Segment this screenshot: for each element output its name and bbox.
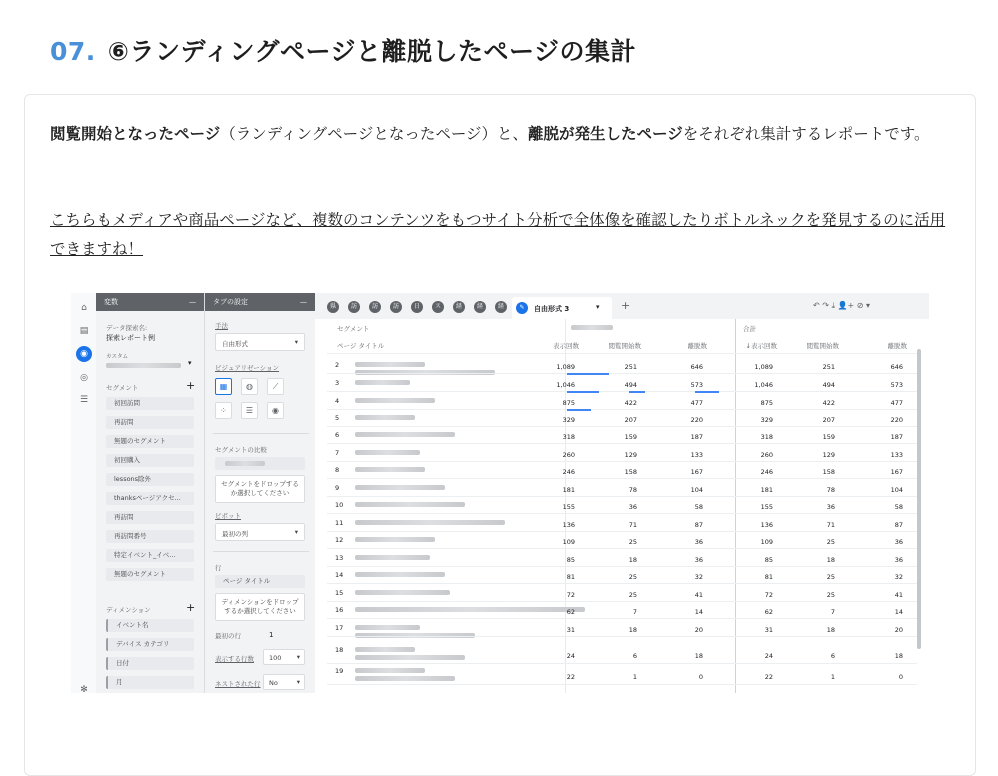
page-title-blur: [355, 520, 505, 525]
table-cell: 573: [690, 381, 703, 389]
viz-label: ビジュアリゼーション: [215, 364, 280, 372]
row-divider: [327, 566, 917, 567]
text-landing-note: （ランディングページとなったページ）と、: [220, 125, 529, 143]
table-cell: 7: [830, 608, 835, 616]
table-cell: 41: [694, 591, 703, 599]
row-divider: [327, 548, 917, 549]
row-number: 2: [335, 361, 340, 369]
page-title-blur: [355, 572, 445, 577]
page-title-blur: [355, 668, 425, 673]
table-cell: 136: [562, 521, 575, 529]
segment-compare-chip[interactable]: [215, 457, 305, 470]
row-number: 5: [335, 414, 340, 422]
table-cell: 1,089: [754, 363, 773, 371]
table-cell: 875: [760, 399, 773, 407]
page-title-blur: [355, 590, 450, 595]
tip-paragraph: こちらもメディアや商品ページなど、複数のコンテンツをもつサイト分析で全体像を確認したりボトルネックを発見するのに活用できますね！: [50, 211, 946, 258]
table-cell: 422: [624, 399, 637, 407]
line-viz-button[interactable]: [267, 378, 284, 395]
page-title-blur: [355, 555, 430, 560]
text-report-desc: をそれぞれ集計するレポートです。: [682, 125, 930, 143]
minimize-icon[interactable]: —: [300, 298, 307, 306]
section-heading: [50, 32, 636, 68]
variables-title: 変数: [104, 298, 118, 306]
row-divider: [327, 531, 917, 532]
heat-bar: [695, 391, 719, 393]
add-tab-button[interactable]: +: [621, 299, 631, 312]
column-header[interactable]: ↓表示回数: [745, 342, 777, 350]
table-cell: 133: [890, 451, 903, 459]
table-cell: 187: [690, 433, 703, 441]
table-cell: 422: [822, 399, 835, 407]
table-cell: 1: [830, 673, 835, 681]
table-cell: 41: [894, 591, 903, 599]
table-cell: 167: [690, 468, 703, 476]
scatter-viz-button[interactable]: [215, 402, 232, 419]
segment-chip[interactable]: 無題のセグメント: [106, 435, 194, 448]
home-icon[interactable]: ⌂: [81, 303, 87, 313]
table-cell: 18: [826, 626, 835, 634]
table-cell: 14: [894, 608, 903, 616]
settings-icon[interactable]: ✻: [80, 685, 88, 693]
date-dropdown-icon[interactable]: ▾: [188, 359, 192, 367]
method-value: 自由形式: [222, 340, 248, 348]
table-cell: 207: [822, 416, 835, 424]
segment-chip[interactable]: 無題のセグメント: [106, 568, 194, 581]
donut-icon: ◍: [246, 382, 253, 391]
table-cell: 32: [694, 573, 703, 581]
table-cell: 129: [624, 451, 637, 459]
column-header[interactable]: 表示回数: [553, 342, 579, 350]
table-cell: 246: [562, 468, 575, 476]
segment-chip[interactable]: 初回訪問: [106, 397, 194, 410]
row-divider: [327, 426, 917, 427]
show-rows-select[interactable]: [263, 649, 305, 665]
edit-icon: ✎: [516, 302, 528, 314]
bar-viz-button[interactable]: [241, 402, 258, 419]
tab-circle[interactable]: 県: [327, 301, 339, 313]
row-number: 14: [335, 571, 344, 579]
segment-chip[interactable]: 初回購入: [106, 454, 194, 467]
row-divider: [327, 663, 917, 664]
table-viz-button[interactable]: [215, 378, 232, 395]
nested-rows-select[interactable]: [263, 674, 305, 690]
table-cell: 0: [898, 673, 903, 681]
divider: [213, 433, 309, 434]
page-title-blur: [355, 676, 455, 681]
page-title-blur: [355, 432, 455, 437]
total-header: 合計: [743, 325, 756, 333]
table-cell: 477: [690, 399, 703, 407]
segment-chip[interactable]: 特定イベント_イベ...: [106, 549, 194, 562]
dimension-chip[interactable]: 月: [106, 676, 194, 689]
globe-icon: ◉: [272, 406, 279, 415]
table-cell: 58: [694, 503, 703, 511]
page-title-blur: [355, 450, 420, 455]
segment-header: セグメント: [337, 325, 370, 333]
table-cell: 36: [894, 538, 903, 546]
page-title-blur: [355, 380, 410, 385]
bold-landing: 閲覧開始となったページ: [50, 125, 221, 143]
row-number: 4: [335, 397, 340, 405]
tab-bar: [315, 293, 929, 320]
tab-circle[interactable]: 経: [495, 301, 507, 313]
row-number: 3: [335, 379, 340, 387]
tab-settings-header: [205, 293, 315, 311]
table-cell: 136: [760, 521, 773, 529]
table-cell: 220: [890, 416, 903, 424]
table-cell: 646: [690, 363, 703, 371]
table-cell: 14: [694, 608, 703, 616]
table-cell: 71: [826, 521, 835, 529]
row-number: 13: [335, 554, 344, 562]
table-cell: 25: [628, 573, 637, 581]
reports-icon[interactable]: ▤: [79, 326, 89, 336]
advertising-icon[interactable]: ◎: [80, 373, 88, 383]
table-cell: 22: [566, 673, 575, 681]
row-divider: [327, 601, 917, 602]
row-number: 18: [335, 646, 344, 654]
segment-chip[interactable]: lessons除外: [106, 473, 194, 486]
table-cell: 1,046: [754, 381, 773, 389]
pivot-select[interactable]: [215, 523, 305, 541]
nested-rows-label: ネストされた行: [215, 680, 261, 688]
column-header[interactable]: 離脱数: [887, 342, 907, 350]
tab-circle[interactable]: 訪: [369, 301, 381, 313]
row-divider: [327, 478, 917, 479]
segment-blur: [225, 461, 265, 466]
chevron-down-icon: ▾: [296, 653, 300, 661]
table-cell: 875: [562, 399, 575, 407]
table-cell: 181: [562, 486, 575, 494]
table-cell: 18: [894, 652, 903, 660]
divider: [213, 551, 309, 552]
method-select[interactable]: [215, 333, 305, 351]
dimension-chip[interactable]: デバイス カテゴリ: [106, 638, 194, 651]
chevron-down-icon[interactable]: ▾: [596, 303, 600, 311]
tab-settings-panel: [205, 293, 316, 693]
table-cell: 58: [894, 503, 903, 511]
explore-icon[interactable]: ◉: [76, 346, 92, 362]
table-cell: 18: [628, 556, 637, 564]
row-number: 7: [335, 449, 340, 457]
first-row-input[interactable]: 1: [269, 631, 274, 639]
row-number: 17: [335, 624, 344, 632]
table-cell: 155: [760, 503, 773, 511]
data-table: [315, 319, 929, 693]
table-icon: ▦: [219, 382, 228, 391]
row-divider: [327, 496, 917, 497]
tab-circle[interactable]: 経: [474, 301, 486, 313]
table-cell: 62: [764, 608, 773, 616]
heat-bar: [567, 409, 591, 411]
table-cell: 24: [566, 652, 575, 660]
chevron-down-icon: ▾: [294, 528, 298, 536]
bar-chart-icon: ☰: [245, 406, 254, 415]
first-row-label: 最初の行: [215, 632, 241, 640]
variables-panel: [96, 293, 205, 693]
row-divider: [327, 391, 917, 392]
row-divider: [327, 583, 917, 584]
tab-circle[interactable]: 経: [453, 301, 465, 313]
table-cell: 318: [760, 433, 773, 441]
page-title-blur: [355, 537, 435, 542]
page-title-blur: [355, 362, 425, 367]
heat-bar: [567, 391, 599, 393]
table-cell: 20: [694, 626, 703, 634]
table-cell: 7: [632, 608, 637, 616]
page-title-blur: [355, 655, 465, 660]
table-cell: 72: [764, 591, 773, 599]
tab-circle[interactable]: 訪: [348, 301, 360, 313]
row-dimension-name: ページ タイトル: [223, 577, 271, 585]
date-range-blur: [106, 363, 181, 368]
donut-viz-button[interactable]: [241, 378, 258, 395]
ga4-screenshot: [71, 293, 929, 693]
section-title: ⑥ランディングページと離脱したページの集計: [107, 37, 636, 66]
table-cell: 220: [690, 416, 703, 424]
chevron-down-icon: ▾: [294, 338, 298, 346]
table-cell: 158: [822, 468, 835, 476]
variables-header: [96, 293, 204, 311]
table-cell: 6: [632, 652, 637, 660]
table-cell: 81: [764, 573, 773, 581]
table-cell: 1: [632, 673, 637, 681]
page-title-header: ページ タイトル: [337, 342, 385, 350]
bold-exit: 離脱が発生したページ: [528, 125, 683, 143]
table-cell: 318: [562, 433, 575, 441]
segment-drop-zone[interactable]: セグメントをドロップするか選択してください: [215, 475, 305, 503]
tab-settings-title: タブの設定: [213, 298, 248, 306]
dimensions-label: ディメンション: [106, 606, 151, 614]
row-number: 8: [335, 466, 340, 474]
table-cell: 329: [760, 416, 773, 424]
row-divider: [327, 373, 917, 374]
nav-rail: [71, 293, 96, 693]
pivot-value: 最初の列: [222, 530, 248, 538]
active-tab-label: 自由形式 3: [534, 305, 570, 313]
line-chart-icon: ⟋: [272, 382, 279, 391]
segment-name-blur: [571, 325, 613, 330]
page-title-blur: [355, 398, 435, 403]
table-cell: 1,089: [556, 363, 575, 371]
segment-compare-label: セグメントの比較: [215, 446, 267, 454]
table-cell: 133: [690, 451, 703, 459]
table-cell: 20: [894, 626, 903, 634]
table-cell: 87: [894, 521, 903, 529]
table-cell: 36: [628, 503, 637, 511]
tab-circle[interactable]: 日: [411, 301, 423, 313]
table-cell: 1,046: [556, 381, 575, 389]
table-cell: 18: [826, 556, 835, 564]
dimension-drop-zone[interactable]: ディメンションをドロップするか選択してください: [215, 593, 305, 621]
table-cell: 62: [566, 608, 575, 616]
row-number: 6: [335, 431, 340, 439]
table-cell: 329: [562, 416, 575, 424]
table-cell: 109: [760, 538, 773, 546]
nested-rows-value: No: [269, 679, 278, 687]
explore-name-label: データ探索名:: [106, 324, 148, 332]
table-cell: 158: [624, 468, 637, 476]
table-cell: 246: [760, 468, 773, 476]
row-number: 16: [335, 606, 344, 614]
row-divider: [327, 513, 917, 514]
table-cell: 18: [628, 626, 637, 634]
table-cell: 573: [890, 381, 903, 389]
table-cell: 181: [760, 486, 773, 494]
row-dimension-chip[interactable]: [215, 575, 305, 588]
tab-circle[interactable]: ス: [432, 301, 444, 313]
table-cell: 22: [764, 673, 773, 681]
row-number: 11: [335, 519, 344, 527]
show-rows-value: 100: [269, 654, 282, 662]
table-cell: 207: [624, 416, 637, 424]
rows-label: 行: [215, 564, 222, 572]
table-cell: 260: [562, 451, 575, 459]
tab-circle[interactable]: 訪: [390, 301, 402, 313]
row-number: 15: [335, 589, 344, 597]
table-cell: 85: [764, 556, 773, 564]
table-cell: 78: [628, 486, 637, 494]
row-divider: [327, 461, 917, 462]
row-number: 10: [335, 501, 344, 509]
table-cell: 159: [624, 433, 637, 441]
table-cell: 187: [890, 433, 903, 441]
table-cell: 477: [890, 399, 903, 407]
segment-chip[interactable]: 再訪問番号: [106, 530, 194, 543]
dimension-chip[interactable]: イベント名: [106, 619, 194, 632]
segment-chip[interactable]: thanksページアクセ...: [106, 492, 194, 505]
section-number: 07.: [50, 37, 96, 66]
scatter-icon: ⁘: [220, 406, 227, 415]
geo-viz-button[interactable]: [267, 402, 284, 419]
page-title-blur: [355, 467, 425, 472]
table-cell: 6: [830, 652, 835, 660]
table-cell: 494: [624, 381, 637, 389]
page-title-blur: [355, 485, 445, 490]
intro-paragraph: [50, 120, 950, 149]
table-cell: 36: [826, 503, 835, 511]
table-cell: 104: [690, 486, 703, 494]
row-divider: [327, 684, 917, 685]
segment-chip[interactable]: 再訪問: [106, 511, 194, 524]
heat-bar: [629, 391, 645, 393]
table-scrollbar[interactable]: [917, 349, 921, 649]
table-cell: 36: [694, 556, 703, 564]
add-dimension-button[interactable]: +: [186, 601, 196, 614]
table-cell: 155: [562, 503, 575, 511]
heat-bar: [567, 373, 609, 375]
row-number: 9: [335, 484, 340, 492]
column-header[interactable]: 離脱数: [687, 342, 707, 350]
segments-label: セグメント: [106, 384, 139, 392]
table-cell: 78: [826, 486, 835, 494]
chevron-down-icon: ▾: [296, 678, 300, 686]
page-title-blur: [355, 647, 415, 652]
row-divider: [327, 618, 917, 619]
list-icon[interactable]: ☰: [79, 395, 89, 405]
header-divider: [327, 353, 917, 354]
pivot-label: ピボット: [215, 512, 241, 520]
table-cell: 0: [698, 673, 703, 681]
tab-active[interactable]: [512, 297, 612, 319]
table-cell: 32: [894, 573, 903, 581]
show-rows-label: 表示する行数: [215, 655, 254, 663]
column-header[interactable]: 閲覧開始数: [608, 342, 641, 350]
table-cell: 167: [890, 468, 903, 476]
add-segment-button[interactable]: +: [186, 379, 196, 392]
page-title-blur: [355, 502, 465, 507]
table-cell: 251: [624, 363, 637, 371]
column-header[interactable]: 閲覧開始数: [806, 342, 839, 350]
method-label: 手法: [215, 322, 228, 330]
table-cell: 25: [826, 591, 835, 599]
table-cell: 36: [894, 556, 903, 564]
table-cell: 104: [890, 486, 903, 494]
table-cell: 494: [822, 381, 835, 389]
segment-chip[interactable]: 再訪問: [106, 416, 194, 429]
table-cell: 24: [764, 652, 773, 660]
table-cell: 72: [566, 591, 575, 599]
table-cell: 81: [566, 573, 575, 581]
row-divider: [327, 443, 917, 444]
page-title-blur: [355, 415, 415, 420]
row-divider: [327, 409, 917, 410]
page-title-blur: [355, 625, 420, 630]
table-cell: 159: [822, 433, 835, 441]
table-cell: 87: [694, 521, 703, 529]
row-number: 12: [335, 536, 344, 544]
table-cell: 25: [628, 538, 637, 546]
row-number: 19: [335, 667, 344, 675]
table-cell: 251: [822, 363, 835, 371]
table-cell: 31: [764, 626, 773, 634]
row-divider: [327, 636, 917, 637]
table-cell: 129: [822, 451, 835, 459]
table-cell: 25: [628, 591, 637, 599]
table-cell: 646: [890, 363, 903, 371]
table-cell: 71: [628, 521, 637, 529]
table-cell: 25: [826, 538, 835, 546]
table-cell: 25: [826, 573, 835, 581]
table-cell: 36: [694, 538, 703, 546]
table-cell: 31: [566, 626, 575, 634]
minimize-icon[interactable]: —: [189, 298, 196, 306]
table-cell: 260: [760, 451, 773, 459]
explore-name[interactable]: 探索レポート例: [106, 334, 155, 342]
table-cell: 109: [562, 538, 575, 546]
dimension-chip[interactable]: 日付: [106, 657, 194, 670]
table-cell: 85: [566, 556, 575, 564]
table-cell: 18: [694, 652, 703, 660]
toolbar-icons[interactable]: ↶ ↷ ⤓ 👤+ ⊘ ▾: [813, 301, 871, 310]
custom-label: カスタム: [106, 354, 129, 360]
